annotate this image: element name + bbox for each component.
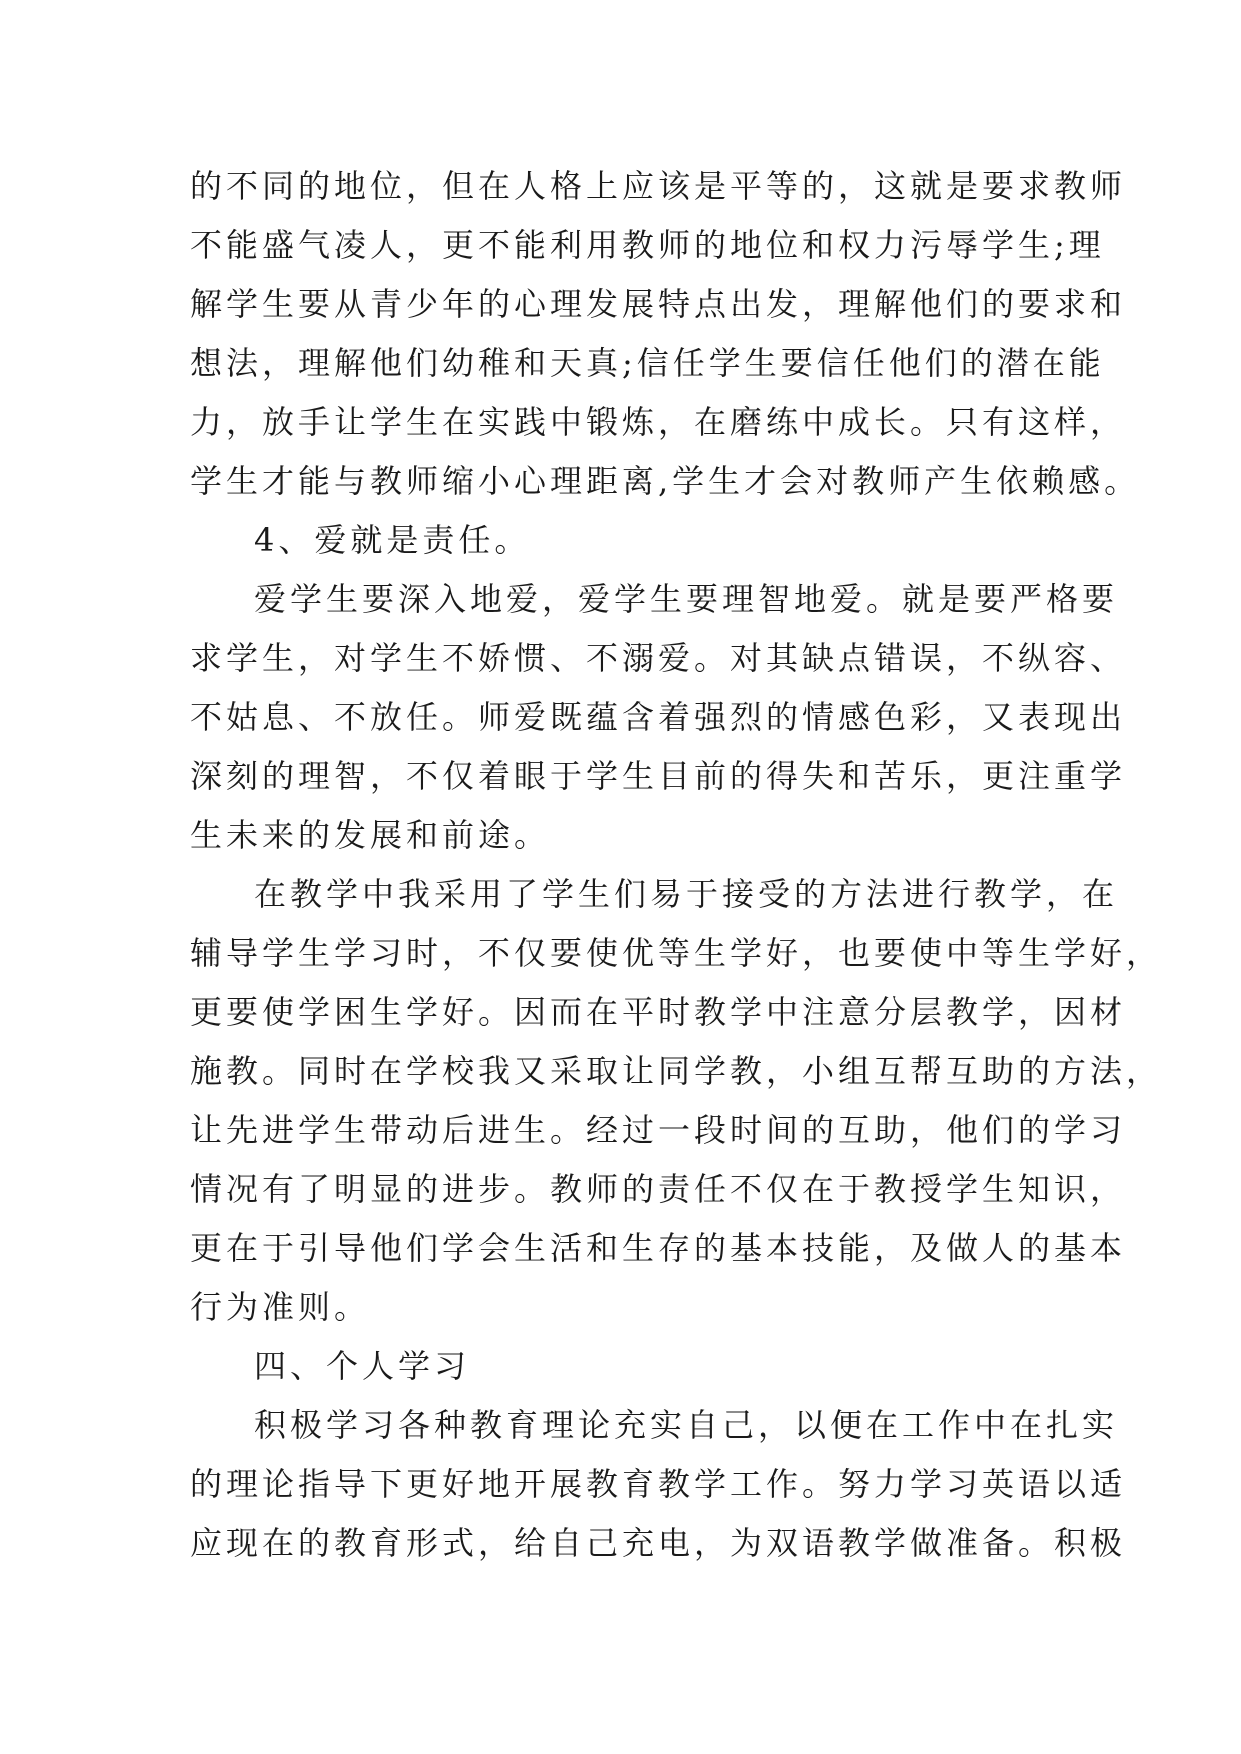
text-line: 不能盛气凌人，更不能利用教师的地位和权力污辱学生;理 [190,226,1105,264]
text-line: 施教。同时在学校我又采取让同学教，小组互帮互助的方法， [190,1052,1163,1090]
text-line: 求学生，对学生不娇惯、不溺爱。对其缺点错误，不纵容、 [190,639,1127,677]
text-line: 的理论指导下更好地开展教育教学工作。努力学习英语以适 [190,1465,1127,1503]
text-line: 应现在的教育形式，给自己充电，为双语教学做准备。积极 [190,1524,1127,1562]
text-line: 在教学中我采用了学生们易于接受的方法进行教学，在 [254,875,1119,913]
text-line: 更要使学困生学好。因而在平时教学中注意分层教学，因材 [190,993,1127,1031]
text-line: 深刻的理智，不仅着眼于学生目前的得失和苦乐，更注重学 [190,757,1127,795]
text-line: 爱学生要深入地爱，爱学生要理智地爱。就是要严格要 [254,580,1119,618]
section-heading: 四、个人学习 [254,1347,471,1385]
text-line: 更在于引导他们学会生活和生存的基本技能，及做人的基本 [190,1229,1127,1267]
text-line: 生未来的发展和前途。 [190,816,551,854]
text-line: 让先进学生带动后进生。经过一段时间的互助，他们的学习 [190,1111,1127,1149]
text-line: 辅导学生学习时，不仅要使优等生学好，也要使中等生学好， [190,934,1163,972]
text-line: 情况有了明显的进步。教师的责任不仅在于教授学生知识， [190,1170,1127,1208]
text-line: 的不同的地位，但在人格上应该是平等的，这就是要求教师 [190,167,1127,205]
text-line: 解学生要从青少年的心理发展特点出发，理解他们的要求和 [190,285,1127,323]
text-line: 行为准则。 [190,1288,371,1326]
text-line: 不姑息、不放任。师爱既蕴含着强烈的情感色彩，又表现出 [190,698,1127,736]
text-line: 积极学习各种教育理论充实自己，以便在工作中在扎实 [254,1406,1119,1444]
text-line: 学生才能与教师缩小心理距离,学生才会对教师产生依赖感。 [190,462,1141,500]
text-line: 力，放手让学生在实践中锻炼，在磨练中成长。只有这样， [190,403,1127,441]
text-line: 想法，理解他们幼稚和天真;信任学生要信任他们的潜在能 [190,344,1105,382]
section-heading: 4、爱就是责任。 [254,521,531,559]
